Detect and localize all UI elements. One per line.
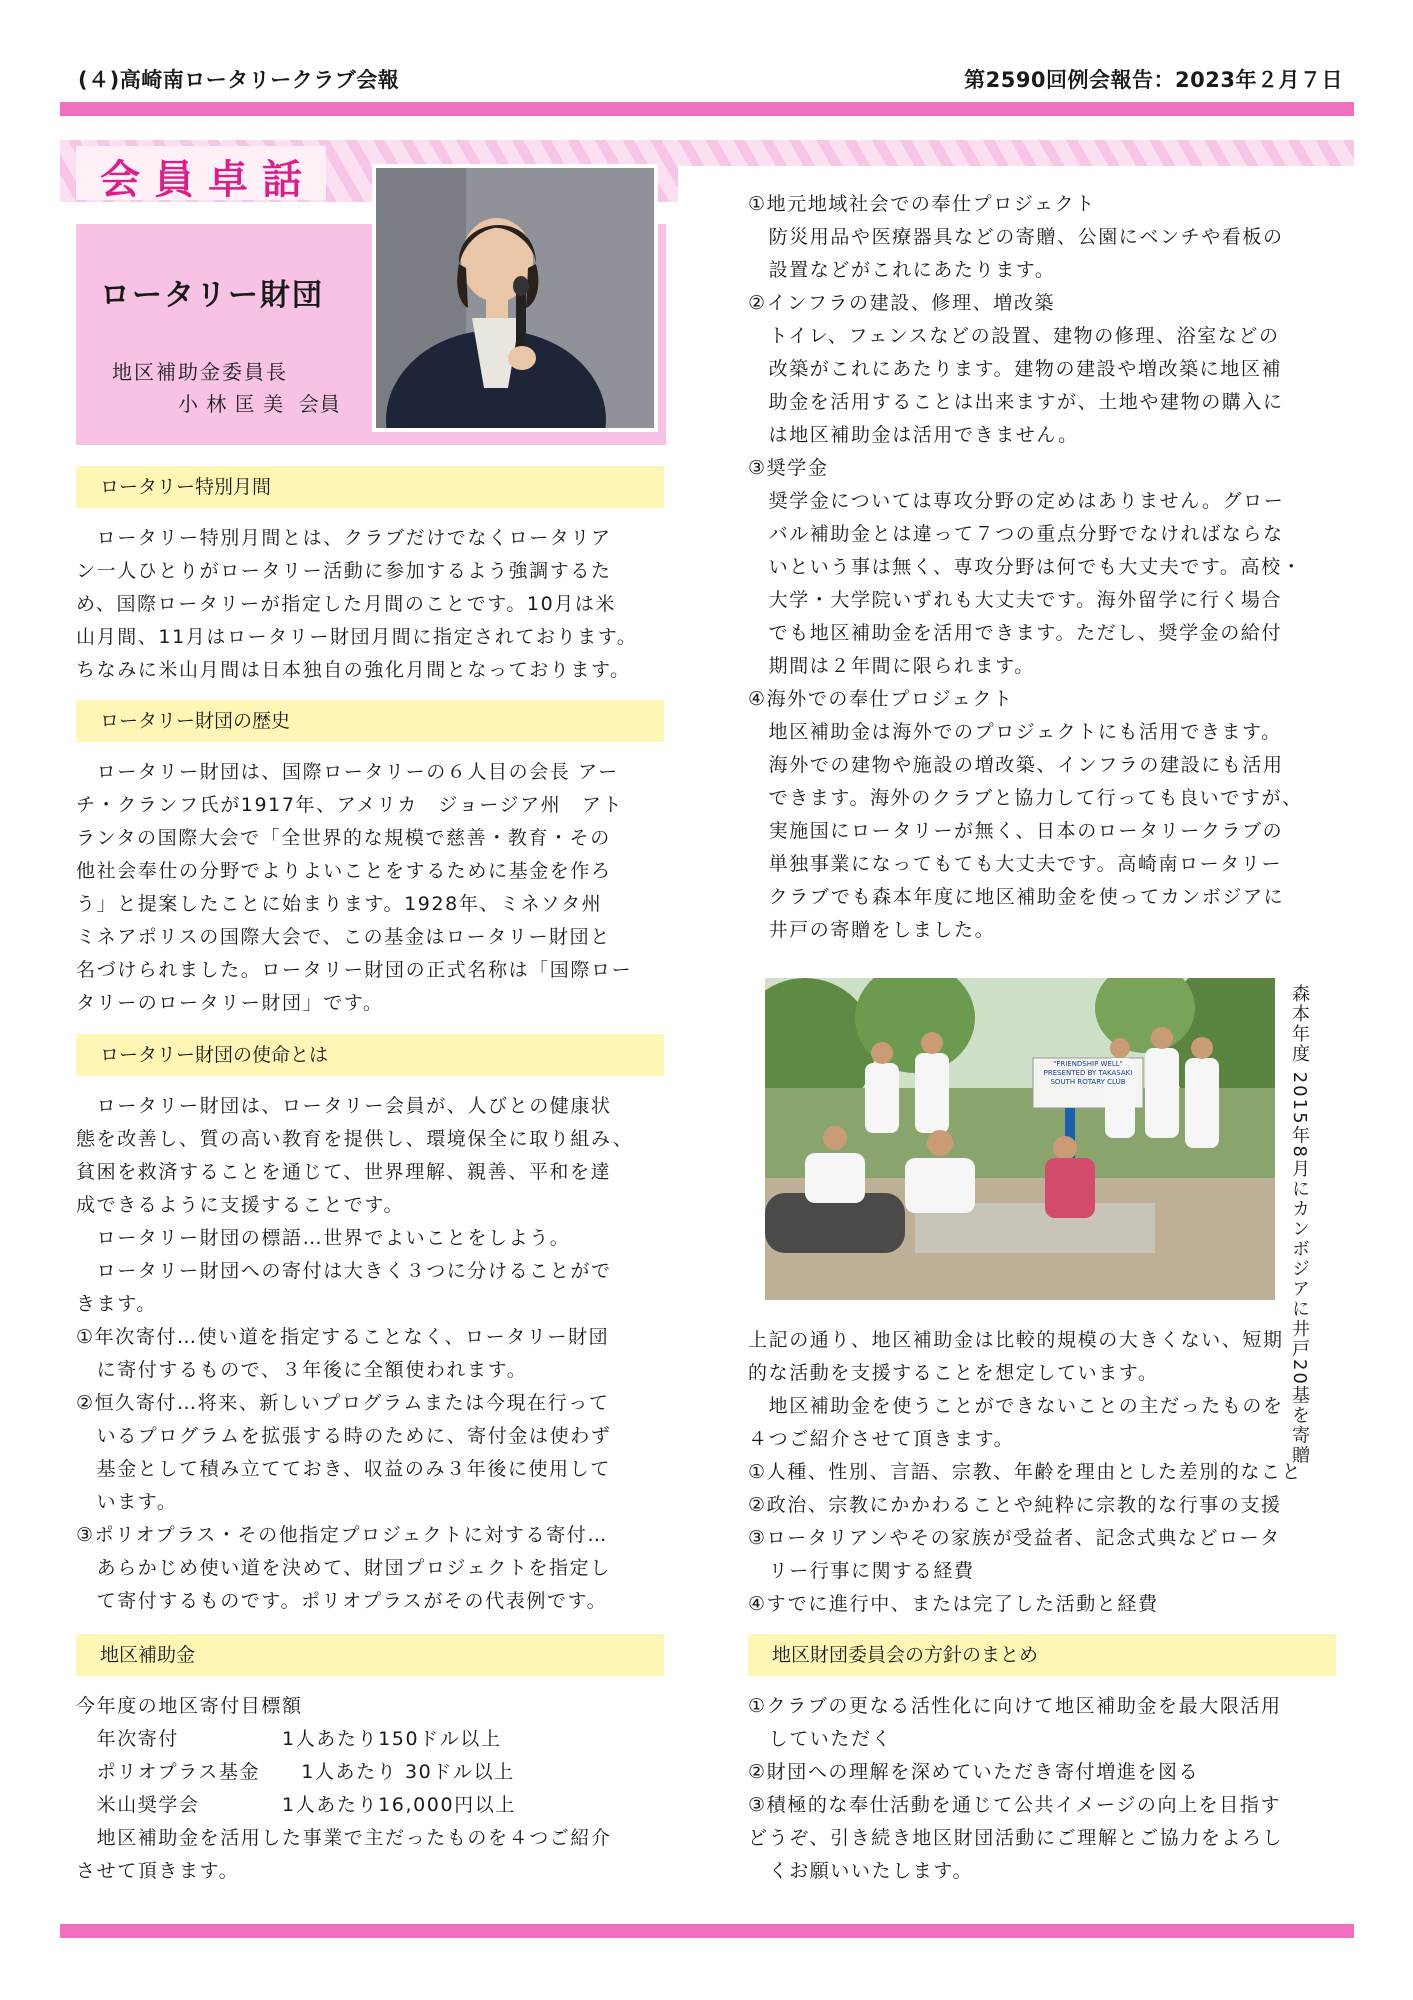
top-divider (60, 102, 1354, 116)
speaker-illustration (376, 168, 654, 428)
well-sign-text: "FRIENDSHIP WELL" PRESENTED BY TAKASAKI SOUTH ROTARY CLUB (1043, 1060, 1133, 1086)
cambodia-well-photo (765, 978, 1275, 1300)
section-heading-district-grant: 地区補助金 (76, 1634, 664, 1676)
speaker-role: 地区補助金委員長 (112, 360, 288, 384)
grant-restrictions-paragraph: 上記の通り、地区補助金は比較的規模の大きくない、短期 的な活動を支援することを想定しています。 地区補助金を使うことができないことの主だったものを ４つご紹介させて頂きます。 ①人種、性別、言語、宗教、年齢を理由とした差別的なこと ②政治、宗教にかかわることや純粋に宗教的な行事の支援 ③ロータリアンやその家族が受益者、記念式典などロータ リー行事に関する経費 ④すでに進行中、または完了した活動と経費 (748, 1329, 1303, 1615)
article-title: ロータリー財団 (100, 278, 324, 313)
history-paragraph: ロータリー財団は、国際ロータリーの６人目の会長 アー チ・クランフ氏が1917年、アメリカ ジョージア州 アト ランタの国際大会で「全世界的な規模で慈善・教育・その 他社会奉仕の分野でよりよいことをするために基金を作ろ う」と提案したことに始まります。1928年、ミネソタ州 ミネアポリスの国際大会で、この基金はロータリー財団と 名づけられました。ロータリー財団の正式名称は「国際ロー タリーのロータリー財団」です。 (76, 761, 633, 1014)
speaker-name: 小 林 匡 美 会員 (178, 392, 341, 416)
bottom-divider (60, 1924, 1354, 1938)
committee-policy-paragraph: ①クラブの更なる活性化に向けて地区補助金を最大限活用 していただく ②財団への理解を深めていただき寄付増進を図る ③積極的な奉仕活動を通じて公共イメージの向上を目指す どうぞ、引き続き地区財団活動にご理解とご協力をよろし くお願いいたします。 (748, 1695, 1284, 1882)
section-heading-mission: ロータリー財団の使命とは (76, 1034, 664, 1076)
section-heading-history: ロータリー財団の歴史 (76, 700, 664, 742)
mission-paragraph: ロータリー財団は、ロータリー会員が、人びとの健康状 態を改善し、質の高い教育を提供し、環境保全に取り組み、 貧困を救済することを通じて、世界理解、親善、平和を達 成できるように支援することです。 ロータリー財団の標語…世界でよいことをしよう。 ロータリー財団への寄付は大きく３つに分けることがで きます。 ①年次寄付…使い道を指定することなく、ロータリー財団 に寄付するもので、３年後に全額使われます。 ②恒久寄付…将来、新しいプログラムまたは今現在行って いるプログラムを拡張する時のために、寄付金は使わず 基金として積み立てておき、収益のみ３年後に使用して います。 ③ポリオプラス・その他指定プロジェクトに対する寄付… あらかじめ使い道を決めて、財団プロジェクトを指定し て寄付するものです。ポリオプラスがその代表例です。 (76, 1095, 634, 1612)
section-heading-special-month: ロータリー特別月間 (76, 466, 664, 508)
special-month-paragraph: ロータリー特別月間とは、クラブだけでなくロータリア ン一人ひとりがロータリー活動に参加するよう強調するた め、国際ロータリーが指定した月間のことです。10月は米 山月間、11月はロータリー財団月間に指定されております。 ちなみに米山月間は日本独自の強化月間となっております。 (76, 527, 638, 681)
newsletter-title: (４)高崎南ロータリークラブ会報 (78, 68, 400, 92)
group-photo-illustration (765, 978, 1275, 1300)
speaker-photo (372, 164, 658, 432)
grant-uses-list: ①地元地域社会での奉仕プロジェクト 防災用品や医療器具などの寄贈、公園にベンチや看板の 設置などがこれにあたります。 ②インフラの建設、修理、増改築 トイレ、フェンスなどの設置、建物の修理、浴室などの 改築がこれにあたります。建物の建設や増改築に地区補 助金を活用することは出来ますが、土地や建物の購入に は地区補助金は活用できません。 ③奨学金 奨学金については専攻分野の定めはありません。グロー バル補助金とは違って７つの重点分野でなければならな いという事は無く、専攻分野は何でも大丈夫です。高校・ 大学・大学院いずれも大丈夫です。海外留学に行く場合 でも地区補助金を活用できます。ただし、奨学金の給付 期間は２年間に限られます。 ④海外での奉仕プロジェクト 地区補助金は海外でのプロジェクトにも活用できます。 海外での建物や施設の増改築、インフラの建設にも活用 できます。海外のクラブと協力して行っても良いですが、 実施国にロータリーが無く、日本のロータリークラブの 単独事業になってもても大丈夫です。高崎南ロータリー クラブでも森本年度に地区補助金を使ってカンボジアに 井戸の寄贈をしました。 (748, 193, 1303, 941)
section-heading-committee-policy: 地区財団委員会の方針のまとめ (748, 1634, 1336, 1676)
photo-caption: 森本年度 2015年8月にカンボジアに井戸20基を寄贈 (1289, 984, 1310, 1466)
category-title: 会員卓話 (100, 156, 316, 203)
meeting-report-date: 第2590回例会報告：2023年２月７日 (964, 68, 1343, 92)
district-grant-paragraph: 今年度の地区寄付目標額 年次寄付 1人あたり150ドル以上 ポリオプラス基金 1人あたり 30ドル以上 米山奨学会 1人あたり16,000円以上 地区補助金を活用した事業で主だったものを４つご紹介 させて頂きます。 (76, 1695, 612, 1882)
